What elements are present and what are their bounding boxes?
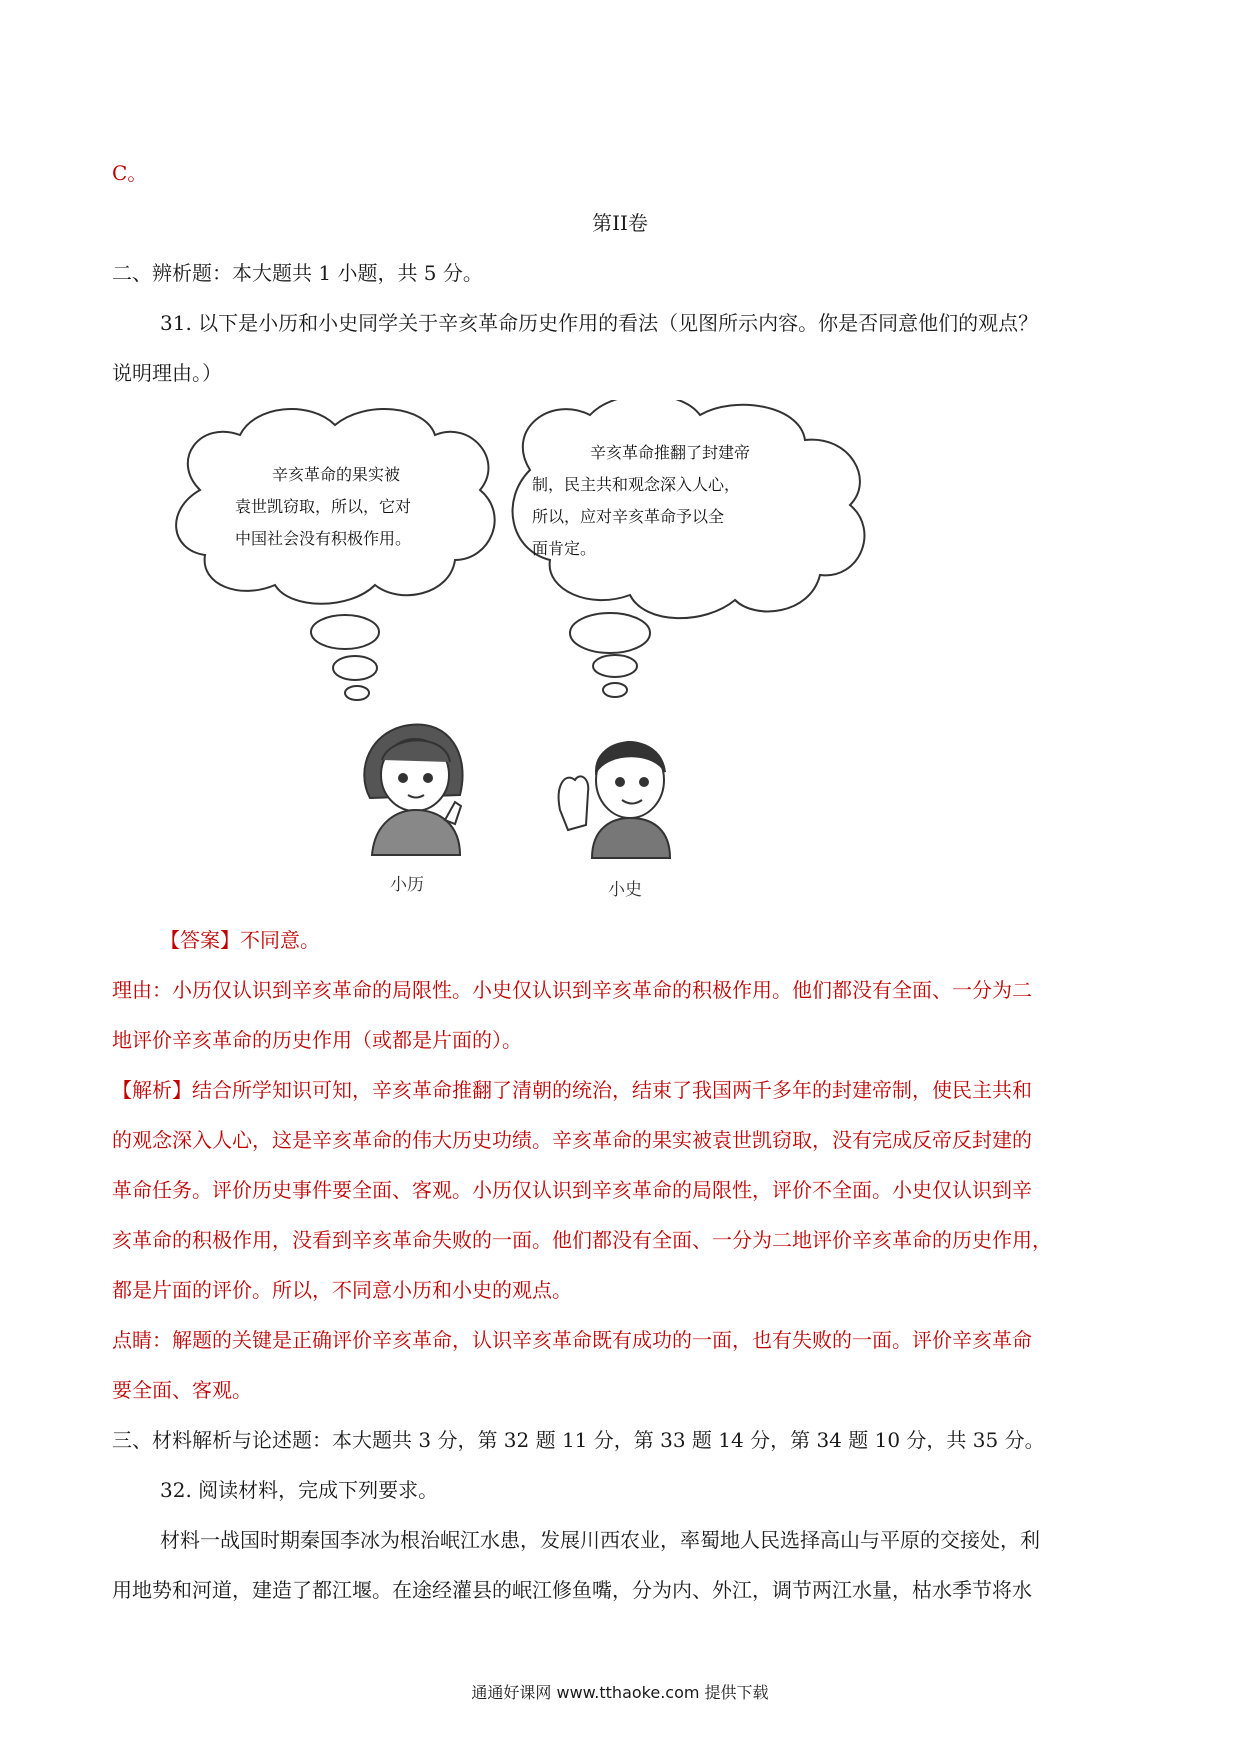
q32-stem: 32. 阅读材料，完成下列要求。 (160, 1478, 439, 1502)
cartoon-figure (160, 400, 960, 910)
q31-line-1: 31. 以下是小历和小史同学关于辛亥革命历史作用的看法（见图所示内容。你是否同意他们的观点？ (160, 311, 1039, 335)
right-bubble-line-1: 辛亥革命推翻了封建帝 (590, 443, 751, 462)
right-bubble-line-3: 所以，应对辛亥革命予以全 (532, 507, 725, 526)
reason-line-1: 理由：小历仅认识到辛亥革命的局限性。小史仅认识到辛亥革命的积极作用。他们都没有全面、一分为二 (112, 978, 1032, 1002)
answer-text: 不同意。 (240, 928, 320, 952)
section2-heading: 二、辨析题：本大题共 1 小题，共 5 分。 (112, 261, 483, 285)
tip-line-1: 点睛：解题的关键是正确评价辛亥革命，认识辛亥革命既有成功的一面，也有失败的一面。评价辛亥革命 (112, 1328, 1032, 1352)
left-bubble-line-3: 中国社会没有积极作用。 (235, 529, 412, 548)
previous-answer-tail: C。 (112, 161, 148, 185)
q32-material-line-1: 材料一战国时期秦国李冰为根治岷江水患，发展川西农业，率蜀地人民选择高山与平原的交接处，利 (160, 1528, 1040, 1552)
analysis-line-4: 亥革命的积极作用，没看到辛亥革命失败的一面。他们都没有全面、一分为二地评价辛亥革命的历史作用， (112, 1228, 1052, 1252)
left-thought-bubble (176, 409, 495, 700)
analysis-line-2: 的观念深入人心，这是辛亥革命的伟大历史功绩。辛亥革命的果实被袁世凯窃取，没有完成反帝反封建的 (112, 1128, 1032, 1152)
volume-title: 第II卷 (592, 211, 648, 235)
caption-xiaoshi: 小史 (608, 880, 642, 900)
answer-line (160, 925, 320, 955)
girl-xiaoli-figure (364, 725, 462, 855)
tip-line-2: 要全面、客观。 (112, 1378, 252, 1402)
left-bubble-line-2: 袁世凯窃取，所以，它对 (235, 497, 412, 516)
reason-line-2: 地评价辛亥革命的历史作用（或都是片面的）。 (112, 1028, 522, 1052)
answer-label: 【答案】 (160, 928, 240, 952)
left-bubble-line-1: 辛亥革命的果实被 (272, 465, 401, 484)
section3-heading: 三、材料解析与论述题：本大题共 3 分，第 32 题 11 分，第 33 题 14 分，第 34 题 10 分，共 35 分。 (112, 1428, 1045, 1452)
footer-source: 通通好课网 www.tthaoke.com 提供下载 (471, 1683, 769, 1702)
q32-material-line-2: 用地势和河道，建造了都江堰。在途经灌县的岷江修鱼嘴，分为内、外江，调节两江水量，枯水季节将水 (112, 1578, 1032, 1602)
cartoon-illustration (160, 400, 960, 910)
boy-xiaoshi-figure (559, 742, 670, 858)
analysis-line-5: 都是片面的评价。所以，不同意小历和小史的观点。 (112, 1278, 572, 1302)
right-bubble-line-2: 制，民主共和观念深入人心， (532, 475, 741, 494)
analysis-line-3: 革命任务。评价历史事件要全面、客观。小历仅认识到辛亥革命的局限性，评价不全面。小史仅认识到辛 (112, 1178, 1032, 1202)
analysis-line-1: 【解析】结合所学知识可知，辛亥革命推翻了清朝的统治，结束了我国两千多年的封建帝制，使民主共和 (112, 1078, 1032, 1102)
caption-xiaoli: 小历 (390, 875, 424, 895)
right-bubble-line-4: 面肯定。 (532, 539, 597, 558)
q31-line-2: 说明理由。） (112, 361, 222, 385)
